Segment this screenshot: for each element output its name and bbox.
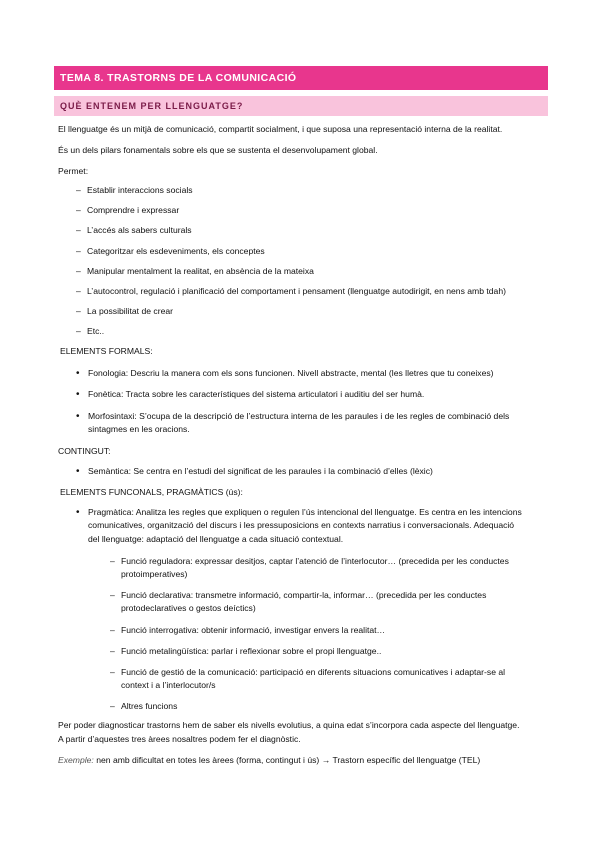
- intro-line-1: El llenguatge és un mitjà de comunicació, compartit socialment, i que suposa una representació interna de la realitat.: [58, 124, 503, 134]
- funcio-item-continuation: protodeclaratives o gestos deíctics): [121, 603, 256, 613]
- permet-item: – Etc..: [87, 326, 104, 337]
- formals-item: • Fonètica: Tracta sobre les característiques del sistema articulatori i auditiu del ser humà.: [88, 389, 424, 400]
- formals-item: • Morfosintaxi: S’ocupa de la descripció de l’estructura interna de les paraules i de les regles de combinació dels: [88, 411, 509, 422]
- funcio-item: – Funció de gestió de la comunicació: participació en diferents situacions comunicatives i adaptar-se al: [121, 667, 505, 678]
- contingut-heading: CONTINGUT:: [58, 446, 111, 456]
- pragmatica-line: • Pragmàtica: Analitza les regles que expliquen o regulen l’ús intencional del llenguatge. Es centra en les intencions: [88, 507, 522, 518]
- section-title: TEMA 8. TRASTORNS DE LA COMUNICACIÓ: [54, 66, 548, 90]
- contingut-item: • Semàntica: Se centra en l’estudi del significat de les paraules i la combinació d’elles (lèxic): [88, 466, 433, 477]
- funcio-item: – Altres funcions: [121, 701, 177, 712]
- example-label: Exemple:: [58, 755, 94, 765]
- permet-item: – Categoritzar els esdeveniments, els conceptes: [87, 246, 265, 257]
- intro-line-2: És un dels pilars fonamentals sobre els que se sustenta el desenvolupament global.: [58, 145, 378, 155]
- formals-item-continuation: sintagmes en les oracions.: [88, 424, 190, 434]
- funcio-item: – Funció reguladora: expressar desitjos, captar l’atenció de l’interlocutor… (precedida per les conductes: [121, 556, 509, 567]
- funcio-item: – Funció metalingüística: parlar i reflexionar sobre el propi llenguatge..: [121, 646, 381, 657]
- subsection-title: QUÈ ENTENEM PER LLENGUATGE?: [54, 96, 548, 116]
- permet-item: – L’accés als sabers culturals: [87, 225, 192, 236]
- permet-item: – Establir interaccions socials: [87, 185, 193, 196]
- funcio-item: – Funció interrogativa: obtenir informació, investigar envers la realitat…: [121, 625, 385, 636]
- closing-line-2: A partir d’aquestes tres àrees nosaltres podem fer el diagnòstic.: [58, 734, 301, 744]
- closing-line-1: Per poder diagnosticar trastorns hem de saber els nivells evolutius, a quina edat s’incorpora cada aspecte del llenguatge.: [58, 720, 520, 730]
- funcio-item: – Funció declarativa: transmetre informació, compartir-la, informar… (precedida per les conductes: [121, 590, 486, 601]
- funcio-item-continuation: context i a l’interlocutor/s: [121, 680, 216, 690]
- permet-heading: Permet:: [58, 166, 89, 176]
- example-line: [58, 755, 480, 766]
- example-text: nen amb dificultat en totes les àrees (forma, contingut i ús) → Trastorn específic del llenguatge (TEL): [96, 755, 481, 765]
- funcio-item-continuation: protoimperatives): [121, 569, 188, 579]
- formals-item: • Fonologia: Descriu la manera com els sons funcionen. Nivell abstracte, mental (les lletres que tu coneixes): [88, 368, 494, 379]
- permet-item: – L’autocontrol, regulació i planificació del comportament i pensament (llenguatge autodirigit, en nens amb tdah): [87, 286, 506, 297]
- pragmatica-line: comunicatives, organització del discurs i les pressuposicions en contexts narratius i conversacionals. Adequació: [88, 520, 515, 530]
- permet-item: – La possibilitat de crear: [87, 306, 173, 317]
- permet-item: – Manipular mentalment la realitat, en absència de la mateixa: [87, 266, 314, 277]
- funcionals-heading: ELEMENTS FUNCONALS, PRAGMÀTICS (ús):: [60, 487, 243, 497]
- formals-heading: ELEMENTS FORMALS:: [60, 346, 153, 356]
- pragmatica-line: del llenguatge: adaptació del llenguatge a cada situació contextual.: [88, 534, 344, 544]
- permet-item: – Comprendre i expressar: [87, 205, 179, 216]
